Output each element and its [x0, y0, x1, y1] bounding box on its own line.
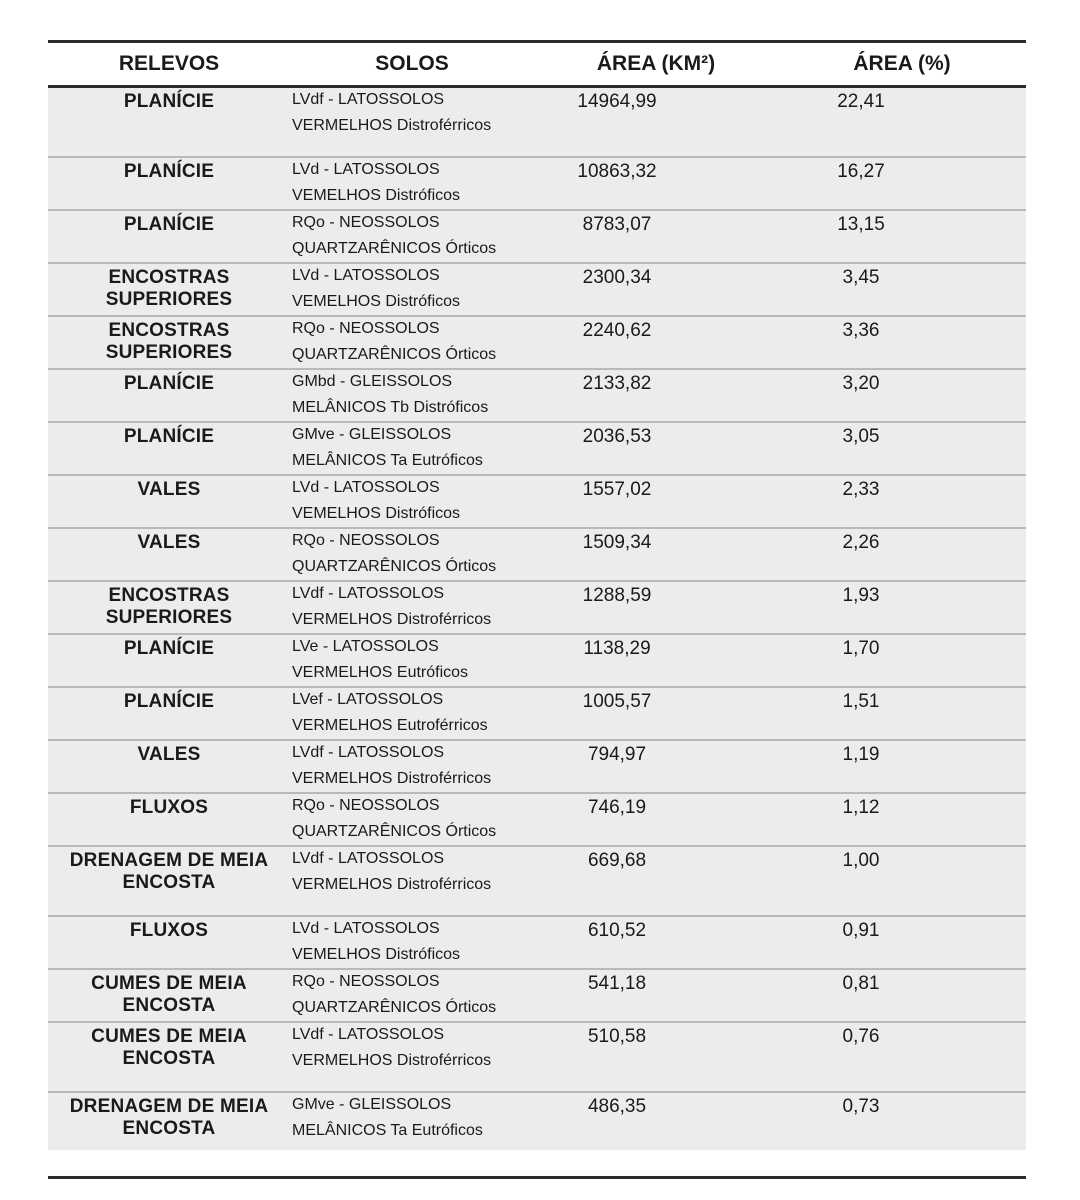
cell-solo-line2: VEMELHOS Distróficos [292, 187, 461, 204]
cell-area-km2: 2240,62 [582, 320, 652, 341]
cell-relevo: VALES [137, 744, 201, 765]
cell-area-km2: 669,68 [587, 850, 647, 871]
table-row [48, 917, 1026, 970]
table-row [48, 794, 1026, 847]
cell-solo-line1: GMbd - GLEISSOLOS [292, 373, 453, 390]
cell-relevo: PLANÍCIE [123, 214, 215, 235]
cell-relevo: VALES [137, 479, 201, 500]
cell-solo-line1: RQo - NEOSSOLOS [292, 797, 440, 814]
cell-solo-line1: LVd - LATOSSOLOS [292, 161, 440, 178]
cell-area-km2: 2036,53 [582, 426, 652, 447]
cell-solo-line2: VERMELHOS Eutróficos [292, 664, 469, 681]
cell-area-km2: 1509,34 [582, 532, 652, 553]
table-row [48, 582, 1026, 635]
soil-relief-table [48, 40, 1026, 1179]
cell-solo-line2: VEMELHOS Distróficos [292, 293, 461, 310]
cell-solo-line2: MELÂNICOS Tb Distróficos [292, 399, 489, 416]
cell-relevo: FLUXOS [129, 797, 209, 818]
cell-relevo: PLANÍCIE [123, 373, 215, 394]
header-solos: SOLOS [375, 52, 449, 75]
cell-solo-line1: LVdf - LATOSSOLOS [292, 1026, 445, 1043]
cell-relevo: PLANÍCIE [123, 691, 215, 712]
cell-area-km2: 2133,82 [582, 373, 652, 394]
cell-area-km2: 541,18 [587, 973, 647, 994]
cell-area-km2: 746,19 [587, 797, 647, 818]
cell-relevo: VALES [137, 532, 201, 553]
cell-area-km2: 1005,57 [582, 691, 652, 712]
cell-solo-line1: LVdf - LATOSSOLOS [292, 91, 445, 108]
cell-solo [290, 317, 534, 368]
table-row [48, 211, 1026, 264]
cell-area-km2: 794,97 [587, 744, 647, 765]
cell-area-km2: 1138,29 [583, 638, 651, 659]
cell-solo [290, 158, 534, 209]
cell-area-pct: 13,15 [837, 214, 885, 235]
table-header [48, 43, 1026, 88]
cell-area-pct: 1,19 [842, 744, 880, 765]
cell-relevo: PLANÍCIE [123, 91, 215, 112]
cell-solo-line2: VERMELHOS Distroférricos [292, 1052, 492, 1069]
cell-area-pct: 0,73 [842, 1096, 880, 1117]
cell-relevo: PLANÍCIE [123, 426, 215, 447]
table-row [48, 370, 1026, 423]
cell-area-km2: 1288,59 [582, 585, 652, 606]
cell-solo-line1: RQo - NEOSSOLOS [292, 973, 440, 990]
table-row [48, 476, 1026, 529]
cell-solo [290, 635, 534, 686]
cell-solo-line1: LVef - LATOSSOLOS [292, 691, 444, 708]
cell-area-km2: 486,35 [587, 1096, 647, 1117]
header-relevos: RELEVOS [118, 52, 220, 75]
table-row [48, 688, 1026, 741]
table-row [48, 529, 1026, 582]
cell-solo-line1: RQo - NEOSSOLOS [292, 214, 440, 231]
cell-solo-line2: QUARTZARÊNICOS Órticos [292, 558, 497, 575]
header-area-pct: ÁREA (%) [853, 52, 951, 75]
bottom-rule [48, 1176, 1026, 1179]
cell-area-pct: 3,05 [842, 426, 880, 447]
cell-solo-line2: VERMELHOS Distroférricos [292, 117, 492, 134]
cell-solo-line2: MELÂNICOS Ta Eutróficos [292, 452, 483, 469]
cell-area-pct: 1,70 [842, 638, 880, 659]
cell-solo-line1: LVd - LATOSSOLOS [292, 920, 440, 937]
cell-solo-line1: LVdf - LATOSSOLOS [292, 850, 445, 867]
cell-solo-line1: LVe - LATOSSOLOS [292, 638, 439, 655]
cell-solo-line2: QUARTZARÊNICOS Órticos [292, 346, 497, 363]
cell-solo-line1: LVd - LATOSSOLOS [292, 267, 440, 284]
cell-area-pct: 2,33 [842, 479, 880, 500]
table-row [48, 970, 1026, 1023]
cell-area-km2: 510,58 [587, 1026, 647, 1047]
table-body [48, 88, 1026, 1150]
cell-area-pct: 22,41 [837, 91, 885, 112]
cell-relevo: DRENAGEM DE MEIA ENCOSTA [69, 1096, 269, 1139]
cell-solo-line1: RQo - NEOSSOLOS [292, 532, 440, 549]
cell-solo-line2: QUARTZARÊNICOS Órticos [292, 240, 497, 257]
cell-solo-line2: VERMELHOS Distroférricos [292, 876, 492, 893]
cell-relevo: ENCOSTRAS SUPERIORES [105, 267, 233, 310]
cell-relevo: CUMES DE MEIA ENCOSTA [91, 1026, 247, 1069]
cell-area-pct: 16,27 [837, 161, 885, 182]
cell-solo [290, 370, 534, 421]
table-row [48, 264, 1026, 317]
cell-area-km2: 14964,99 [577, 91, 657, 112]
header-area-km2: ÁREA (KM²) [596, 52, 716, 75]
cell-area-pct: 0,91 [842, 920, 880, 941]
table-row [48, 741, 1026, 794]
cell-solo [290, 794, 534, 845]
cell-relevo: FLUXOS [129, 920, 209, 941]
cell-solo [290, 529, 534, 580]
table-row [48, 88, 1026, 158]
cell-relevo: ENCOSTRAS SUPERIORES [105, 320, 233, 363]
cell-solo [290, 970, 534, 1021]
cell-area-km2: 610,52 [587, 920, 647, 941]
cell-solo-line2: VERMELHOS Distroférricos [292, 770, 492, 787]
cell-area-pct: 1,93 [842, 585, 880, 606]
cell-solo [290, 582, 534, 633]
cell-solo-line2: MELÂNICOS Ta Eutróficos [292, 1122, 483, 1139]
cell-solo [290, 88, 534, 156]
cell-area-km2: 10863,32 [577, 161, 657, 182]
cell-relevo: PLANÍCIE [123, 161, 215, 182]
cell-solo [290, 423, 534, 474]
cell-area-pct: 2,26 [842, 532, 880, 553]
cell-relevo: DRENAGEM DE MEIA ENCOSTA [69, 850, 269, 893]
cell-area-pct: 1,51 [842, 691, 880, 712]
cell-solo [290, 917, 534, 968]
cell-solo [290, 476, 534, 527]
cell-area-km2: 1557,02 [582, 479, 652, 500]
cell-solo-line1: RQo - NEOSSOLOS [292, 320, 440, 337]
table-row [48, 635, 1026, 688]
cell-area-pct: 1,12 [842, 797, 880, 818]
cell-solo-line1: GMve - GLEISSOLOS [292, 426, 452, 443]
cell-area-pct: 3,20 [842, 373, 880, 394]
cell-area-pct: 3,45 [842, 267, 880, 288]
cell-solo-line1: LVd - LATOSSOLOS [292, 479, 440, 496]
cell-relevo: ENCOSTRAS SUPERIORES [105, 585, 233, 628]
cell-solo-line2: QUARTZARÊNICOS Órticos [292, 823, 497, 840]
cell-solo [290, 688, 534, 739]
cell-area-km2: 8783,07 [582, 214, 652, 235]
cell-solo [290, 1093, 534, 1150]
cell-solo-line2: VEMELHOS Distróficos [292, 505, 461, 522]
cell-solo-line2: VERMELHOS Distroférricos [292, 611, 492, 628]
cell-solo-line2: QUARTZARÊNICOS Órticos [292, 999, 497, 1016]
cell-solo-line2: VEMELHOS Distróficos [292, 946, 461, 963]
cell-area-pct: 0,81 [842, 973, 880, 994]
cell-area-pct: 0,76 [842, 1026, 880, 1047]
cell-solo-line2: VERMELHOS Eutroférricos [292, 717, 488, 734]
cell-area-km2: 2300,34 [582, 267, 652, 288]
cell-area-pct: 1,00 [842, 850, 880, 871]
cell-solo [290, 847, 534, 915]
cell-relevo: CUMES DE MEIA ENCOSTA [91, 973, 247, 1016]
cell-solo-line1: GMve - GLEISSOLOS [292, 1096, 452, 1113]
table-row [48, 423, 1026, 476]
table-row [48, 317, 1026, 370]
table-row [48, 1023, 1026, 1093]
cell-solo-line1: LVdf - LATOSSOLOS [292, 744, 445, 761]
table-row [48, 847, 1026, 917]
cell-solo-line1: LVdf - LATOSSOLOS [292, 585, 445, 602]
table-row [48, 1093, 1026, 1150]
table-row [48, 158, 1026, 211]
cell-area-pct: 3,36 [842, 320, 880, 341]
cell-solo [290, 264, 534, 315]
cell-relevo: PLANÍCIE [123, 638, 215, 659]
cell-solo [290, 1023, 534, 1091]
cell-solo [290, 741, 534, 792]
cell-solo [290, 211, 534, 262]
